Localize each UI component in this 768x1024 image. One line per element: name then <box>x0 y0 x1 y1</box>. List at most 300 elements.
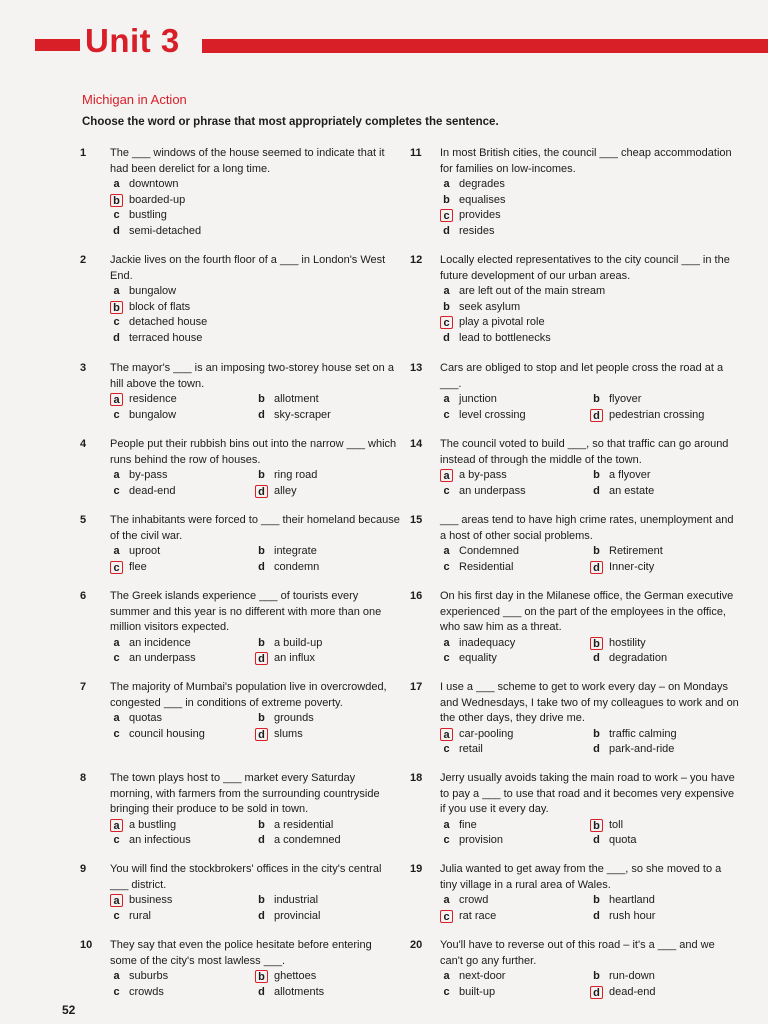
answer-letter: b <box>593 894 600 907</box>
answer-text: are left out of the main stream <box>459 285 606 297</box>
question-number: 20 <box>410 939 423 951</box>
answer-option[interactable] <box>440 727 590 743</box>
answer-option[interactable] <box>110 193 400 209</box>
answer-text: Condemned <box>459 545 519 557</box>
question-stem: The ___ windows of the house seemed to indicate that it had been derelict for a long time. <box>110 147 385 175</box>
question-stem: You will find the stockbrokers' offices in the city's central ___ district. <box>110 863 382 891</box>
answer-letter: b <box>443 193 450 206</box>
question-stem: Jerry usually avoids taking the main road to work – you have to pay a ___ to use that road and it becomes very expensive if you use it every day. <box>440 772 735 815</box>
question-number: 10 <box>80 939 93 951</box>
answer-option[interactable] <box>590 985 740 1001</box>
question-number: 13 <box>410 362 423 374</box>
answer-option[interactable] <box>440 177 740 193</box>
answer-option[interactable] <box>590 408 740 424</box>
question-stem: The town plays host to ___ market every Saturday morning, with farmers from the surrounding countryside bringing their produce to be sold in town. <box>110 772 380 815</box>
answer-text: degradation <box>609 652 668 664</box>
answer-text: run-down <box>609 970 655 982</box>
answer-option[interactable] <box>590 651 740 667</box>
answer-option[interactable] <box>255 636 400 652</box>
answer-text: quotas <box>129 712 163 724</box>
answer-letter: d <box>593 484 600 497</box>
answer-option[interactable] <box>590 818 740 834</box>
question-stem: The majority of Mumbai's population live in overcrowded, congested ___ in conditions of extreme poverty. <box>110 681 387 709</box>
answer-letter: d <box>258 985 265 998</box>
answer-option[interactable] <box>110 636 255 652</box>
answer-letter: a <box>113 545 120 558</box>
answer-options <box>440 969 740 1000</box>
question-item <box>80 589 400 667</box>
answer-option[interactable] <box>440 193 740 209</box>
answer-letter: d <box>113 331 120 344</box>
answer-text: flee <box>129 560 147 573</box>
question-item <box>410 680 740 758</box>
question-stem: Cars are obliged to stop and let people cross the road at a ___. <box>440 362 724 390</box>
answer-option[interactable] <box>255 484 400 500</box>
answer-options <box>440 818 740 849</box>
answer-options <box>440 392 740 423</box>
answer-option[interactable] <box>255 909 400 925</box>
answer-letter: c <box>443 743 450 756</box>
answer-text: a flyover <box>609 469 651 481</box>
answer-letter: d <box>443 331 450 344</box>
answer-option[interactable] <box>110 484 255 500</box>
answer-options <box>440 727 740 758</box>
answer-letter: a <box>443 894 450 907</box>
answer-letter: a <box>443 178 450 191</box>
answer-text: boarded-up <box>129 193 186 206</box>
answer-letter: c <box>443 652 450 665</box>
answer-letter: c <box>113 727 120 740</box>
question-item <box>80 680 400 742</box>
answer-letter: a <box>443 285 450 298</box>
unit-title: Unit 3 <box>85 22 180 59</box>
answer-option[interactable] <box>590 727 740 743</box>
answer-letter: c <box>443 834 450 847</box>
answer-option[interactable] <box>255 985 400 1001</box>
answer-text: rural <box>129 909 152 922</box>
answer-letter: a <box>443 818 450 831</box>
answer-option[interactable] <box>255 392 400 408</box>
answer-option[interactable] <box>590 636 740 652</box>
answer-text: rat race <box>459 909 497 922</box>
answer-text: junction <box>459 393 497 405</box>
answer-option[interactable] <box>110 909 255 925</box>
answer-option[interactable] <box>440 544 590 560</box>
answer-letter: a <box>113 469 120 482</box>
answer-letter: c <box>113 909 120 922</box>
selected-answer-letter: a <box>440 469 453 482</box>
section-heading: Michigan in Action <box>82 92 187 107</box>
answer-option[interactable] <box>590 392 740 408</box>
answer-letter: a <box>113 712 120 725</box>
question-number: 3 <box>80 362 87 374</box>
answer-letter: d <box>258 560 265 573</box>
answer-letter: d <box>113 224 120 237</box>
answer-text: dead-end <box>609 985 656 998</box>
answer-letter: a <box>113 970 120 983</box>
answer-text: lead to bottlenecks <box>459 331 551 344</box>
answer-option[interactable] <box>440 300 740 316</box>
answer-text: an estate <box>609 484 655 497</box>
answer-letter: a <box>443 636 450 649</box>
answer-option[interactable] <box>590 893 740 909</box>
answer-text: condemn <box>274 560 320 573</box>
answer-option[interactable] <box>440 985 590 1001</box>
selected-answer-letter: d <box>590 409 603 422</box>
answer-option[interactable] <box>110 544 255 560</box>
question-number: 2 <box>80 254 87 266</box>
answer-option[interactable] <box>110 208 400 224</box>
answer-text: semi-detached <box>129 224 202 237</box>
answer-letter: b <box>258 469 265 482</box>
answer-option[interactable] <box>440 331 740 347</box>
selected-answer-letter: c <box>440 910 453 923</box>
selected-answer-letter: a <box>440 728 453 741</box>
answer-options <box>440 636 740 667</box>
answer-text: a build-up <box>274 636 323 649</box>
answer-option[interactable] <box>110 331 400 347</box>
answer-letter: b <box>258 818 265 831</box>
selected-answer-letter: a <box>110 894 123 907</box>
answer-text: next-door <box>459 970 506 982</box>
answer-letter: d <box>593 652 600 665</box>
answer-letter: a <box>113 636 120 649</box>
question-stem: The council voted to build ___, so that traffic can go around instead of through the middle of the town. <box>440 438 729 466</box>
answer-letter: b <box>258 393 265 406</box>
answer-option[interactable] <box>110 833 255 849</box>
answer-options <box>440 893 740 924</box>
question-number: 17 <box>410 681 423 693</box>
answer-options <box>110 544 400 575</box>
selected-answer-letter: b <box>110 194 123 207</box>
answer-letter: b <box>258 636 265 649</box>
selected-answer-letter: c <box>110 561 123 574</box>
question-item <box>410 146 740 239</box>
answer-option[interactable] <box>440 651 590 667</box>
answer-text: heartland <box>609 894 655 906</box>
question-stem: You'll have to reverse out of this road – it's a ___ and we can't go any further. <box>440 939 715 967</box>
answer-text: an underpass <box>459 484 526 497</box>
answer-options <box>110 818 400 849</box>
selected-answer-letter: d <box>255 652 268 665</box>
question-number: 12 <box>410 254 423 266</box>
answer-letter: d <box>258 408 265 421</box>
question-stem: The inhabitants were forced to ___ their homeland because of the civil war. <box>110 514 400 542</box>
answer-text: fine <box>459 818 477 831</box>
answer-text: traffic calming <box>609 727 677 740</box>
answer-option[interactable] <box>110 727 255 743</box>
question-item <box>80 146 400 239</box>
answer-text: terraced house <box>129 331 203 344</box>
question-stem: Julia wanted to get away from the ___, so she moved to a tiny village in a rural area of Wales. <box>440 863 722 891</box>
answer-option[interactable] <box>255 468 400 484</box>
answer-letter: d <box>258 909 265 922</box>
question-item <box>410 513 740 575</box>
answer-text: provincial <box>274 909 321 922</box>
answer-text: alley <box>274 484 297 497</box>
answer-text: a residential <box>274 818 334 831</box>
answer-letter: c <box>443 985 450 998</box>
answer-text: pedestrian crossing <box>609 408 705 421</box>
answer-option[interactable] <box>440 818 590 834</box>
answer-text: an underpass <box>129 652 196 664</box>
answer-text: by-pass <box>129 469 168 481</box>
answer-text: seek asylum <box>459 300 521 313</box>
answer-options <box>440 177 740 239</box>
question-item <box>410 437 740 499</box>
answer-text: bustling <box>129 209 167 221</box>
answer-option[interactable] <box>440 742 590 758</box>
selected-answer-letter: d <box>590 986 603 999</box>
answer-option[interactable] <box>440 969 590 985</box>
question-item <box>80 361 400 423</box>
answer-text: provides <box>459 209 501 221</box>
answer-text: council housing <box>129 727 205 740</box>
question-stem: In most British cities, the council ___ cheap accommodation for families on low-incomes. <box>440 147 732 175</box>
question-item <box>410 938 740 1000</box>
selected-answer-letter: c <box>440 209 453 222</box>
answer-text: industrial <box>274 894 319 906</box>
answer-letter: d <box>593 743 600 756</box>
answer-text: toll <box>609 818 624 831</box>
question-number: 7 <box>80 681 87 693</box>
answer-text: integrate <box>274 545 317 557</box>
answer-option[interactable] <box>440 284 740 300</box>
question-number: 16 <box>410 590 423 602</box>
answer-options <box>110 893 400 924</box>
answer-text: flyover <box>609 393 642 405</box>
question-number: 8 <box>80 772 87 784</box>
answer-options <box>440 544 740 575</box>
answer-letter: a <box>443 393 450 406</box>
selected-answer-letter: d <box>255 728 268 741</box>
question-stem: The mayor's ___ is an imposing two-storey house set on a hill above the town. <box>110 362 394 390</box>
question-item <box>80 513 400 575</box>
answer-option[interactable] <box>110 284 400 300</box>
answer-option[interactable] <box>110 560 255 576</box>
answer-options <box>110 284 400 346</box>
question-item <box>80 437 400 499</box>
answer-options <box>110 177 400 239</box>
question-item <box>410 253 740 346</box>
answer-letter: c <box>113 985 120 998</box>
selected-answer-letter: b <box>590 637 603 650</box>
answer-option[interactable] <box>255 727 400 743</box>
selected-answer-letter: b <box>590 819 603 832</box>
answer-text: hostility <box>609 636 646 649</box>
answer-text: an infectious <box>129 834 191 846</box>
answer-option[interactable] <box>255 833 400 849</box>
answer-options <box>110 636 400 667</box>
answer-option[interactable] <box>590 468 740 484</box>
answer-text: provision <box>459 834 504 846</box>
answer-text: bungalow <box>129 285 177 297</box>
answer-text: play a pivotal role <box>459 316 545 328</box>
answer-text: Inner-city <box>609 560 655 573</box>
answer-option[interactable] <box>110 893 255 909</box>
answer-option[interactable] <box>110 985 255 1001</box>
answer-text: crowd <box>459 894 489 906</box>
answer-option[interactable] <box>255 651 400 667</box>
answer-option[interactable] <box>440 636 590 652</box>
answer-text: quota <box>609 834 637 846</box>
answer-text: grounds <box>274 712 314 724</box>
answer-text: detached house <box>129 316 208 328</box>
answer-option[interactable] <box>440 208 740 224</box>
answer-option[interactable] <box>255 408 400 424</box>
answer-text: uproot <box>129 545 161 557</box>
answer-option[interactable] <box>590 544 740 560</box>
answer-text: built-up <box>459 985 496 998</box>
answer-option[interactable] <box>440 484 590 500</box>
answer-letter: b <box>593 545 600 558</box>
answer-text: park-and-ride <box>609 743 675 755</box>
answer-text: sky-scraper <box>274 408 331 421</box>
answer-option[interactable] <box>590 833 740 849</box>
answer-option[interactable] <box>255 893 400 909</box>
answer-text: an influx <box>274 652 315 664</box>
answer-letter: c <box>113 484 120 497</box>
unit-header-bar-left <box>35 39 80 51</box>
question-number: 19 <box>410 863 423 875</box>
answer-option[interactable] <box>110 408 255 424</box>
answer-option[interactable] <box>590 484 740 500</box>
answer-letter: b <box>258 545 265 558</box>
question-number: 9 <box>80 863 87 875</box>
question-item <box>80 771 400 849</box>
answer-text: business <box>129 894 173 906</box>
question-item <box>410 771 740 849</box>
answer-text: downtown <box>129 178 179 190</box>
answer-option[interactable] <box>440 315 740 331</box>
answer-letter: a <box>443 970 450 983</box>
question-number: 4 <box>80 438 87 450</box>
question-stem: The Greek islands experience ___ of tourists every summer and this year is no different with more than one million visitors expected. <box>110 590 382 633</box>
answer-option[interactable] <box>255 544 400 560</box>
answer-options <box>440 468 740 499</box>
question-stem: ___ areas tend to have high crime rates, unemployment and a host of other social problems. <box>440 514 734 542</box>
answer-option[interactable] <box>110 711 255 727</box>
answer-option[interactable] <box>110 651 255 667</box>
answer-letter: d <box>258 834 265 847</box>
unit-header-bar-right <box>202 39 768 53</box>
instructions: Choose the word or phrase that most appropriately completes the sentence. <box>82 116 499 128</box>
question-item <box>80 938 400 1000</box>
answer-text: Residential <box>459 560 514 573</box>
answer-option[interactable] <box>590 969 740 985</box>
answer-option[interactable] <box>440 224 740 240</box>
question-item <box>410 361 740 423</box>
answer-letter: c <box>443 484 450 497</box>
selected-answer-letter: a <box>110 393 123 406</box>
question-stem: People put their rubbish bins out into the narrow ___ which runs behind the row of houses. <box>110 438 397 466</box>
question-item <box>80 862 400 924</box>
answer-letter: b <box>258 712 265 725</box>
selected-answer-letter: d <box>255 485 268 498</box>
answer-letter: b <box>593 393 600 406</box>
answer-option[interactable] <box>110 468 255 484</box>
answer-text: allotments <box>274 985 325 998</box>
answer-option[interactable] <box>440 408 590 424</box>
answer-letter: c <box>443 560 450 573</box>
answer-option[interactable] <box>440 560 590 576</box>
selected-answer-letter: b <box>255 970 268 983</box>
question-number: 14 <box>410 438 423 450</box>
page-number: 52 <box>62 1003 76 1017</box>
answer-text: suburbs <box>129 970 169 982</box>
answer-option[interactable] <box>440 833 590 849</box>
answer-option[interactable] <box>110 224 400 240</box>
answer-option[interactable] <box>440 468 590 484</box>
answer-text: retail <box>459 743 483 755</box>
answer-option[interactable] <box>440 909 590 925</box>
answer-text: car-pooling <box>459 727 514 740</box>
answer-letter: c <box>443 408 450 421</box>
question-number: 6 <box>80 590 87 602</box>
selected-answer-letter: d <box>590 561 603 574</box>
answer-option[interactable] <box>440 893 590 909</box>
answer-option[interactable] <box>255 818 400 834</box>
answer-text: allotment <box>274 393 319 405</box>
answer-letter: d <box>443 224 450 237</box>
answer-option[interactable] <box>255 711 400 727</box>
question-number: 1 <box>80 147 87 159</box>
answer-text: rush hour <box>609 909 656 922</box>
answer-option[interactable] <box>590 560 740 576</box>
answer-text: inadequacy <box>459 636 516 649</box>
answer-option[interactable] <box>110 969 255 985</box>
answer-letter: b <box>593 469 600 482</box>
answer-option[interactable] <box>590 742 740 758</box>
answer-text: residence <box>129 393 177 405</box>
answer-options <box>110 711 400 742</box>
question-stem: Locally elected representatives to the city council ___ in the future development of our urban areas. <box>440 254 730 282</box>
answer-letter: c <box>113 408 120 421</box>
answer-option[interactable] <box>590 909 740 925</box>
answer-letter: c <box>113 316 120 329</box>
answer-option[interactable] <box>110 392 255 408</box>
answer-text: a bustling <box>129 818 177 831</box>
answer-letter: a <box>443 545 450 558</box>
answer-option[interactable] <box>110 300 400 316</box>
answer-letter: c <box>113 834 120 847</box>
answer-text: ring road <box>274 469 318 481</box>
answer-letter: c <box>113 652 120 665</box>
answer-option[interactable] <box>255 560 400 576</box>
answer-text: crowds <box>129 985 164 998</box>
question-item <box>410 862 740 924</box>
answer-options <box>110 468 400 499</box>
answer-text: degrades <box>459 178 505 190</box>
answer-option[interactable] <box>110 818 255 834</box>
answer-text: a by-pass <box>459 469 507 481</box>
answer-text: block of flats <box>129 300 191 313</box>
question-item <box>80 253 400 346</box>
answer-letter: b <box>443 300 450 313</box>
answer-text: bungalow <box>129 408 177 421</box>
answer-option[interactable] <box>110 315 400 331</box>
question-stem: On his first day in the Milanese office, the German executive experienced ___ on the part of the employees in the office, who saw him as a threat. <box>440 590 734 633</box>
selected-answer-letter: c <box>440 316 453 329</box>
answer-letter: b <box>593 970 600 983</box>
answer-option[interactable] <box>110 177 400 193</box>
question-number: 5 <box>80 514 87 526</box>
answer-text: equalises <box>459 193 506 206</box>
answer-option[interactable] <box>440 392 590 408</box>
answer-option[interactable] <box>255 969 400 985</box>
answer-text: level crossing <box>459 408 526 421</box>
question-stem: Jackie lives on the fourth floor of a ___ in London's West End. <box>110 254 386 282</box>
